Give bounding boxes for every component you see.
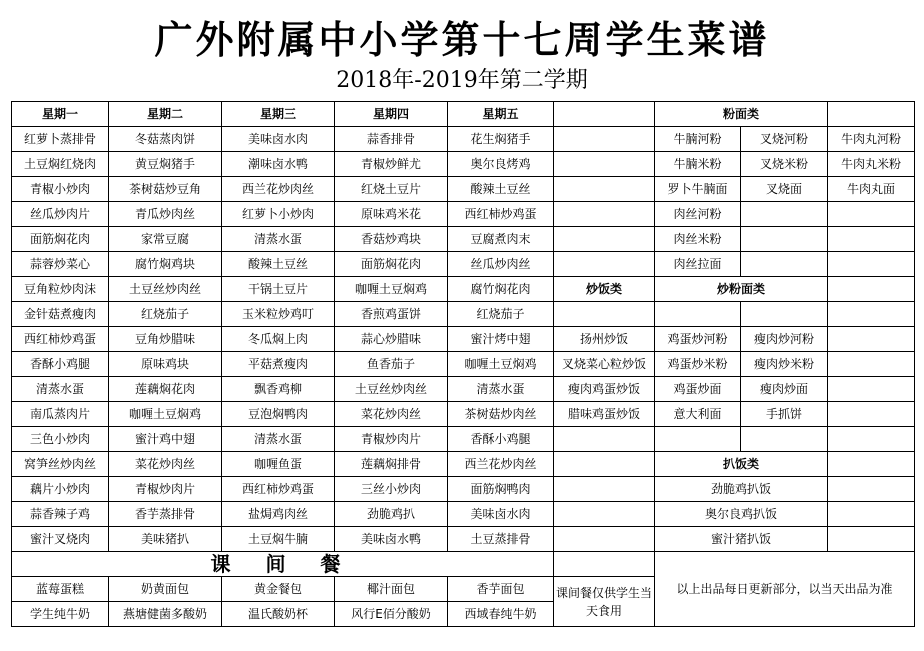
empty-cell <box>554 152 655 177</box>
table-row <box>12 252 915 277</box>
noodle-item: 牛腩米粉 <box>655 152 741 177</box>
dish-cell: 家常豆腐 <box>109 227 222 252</box>
dish-cell: 青瓜炒肉丝 <box>109 202 222 227</box>
dish-cell: 花生焖猪手 <box>448 127 554 152</box>
empty-cell <box>828 277 915 302</box>
table-row <box>12 277 915 302</box>
dish-cell: 香芋蒸排骨 <box>109 502 222 527</box>
dish-cell: 莲藕焖排骨 <box>335 452 448 477</box>
dish-cell: 蒜香辣子鸡 <box>12 502 109 527</box>
dish-cell: 鱼香茄子 <box>335 352 448 377</box>
empty-cell <box>828 377 915 402</box>
table-row <box>12 402 915 427</box>
fried-noodle-item: 瘦肉炒面 <box>741 377 828 402</box>
table-row <box>12 152 915 177</box>
dish-cell: 蜜汁鸡中翅 <box>109 427 222 452</box>
dish-cell: 红烧茄子 <box>109 302 222 327</box>
dish-cell: 红烧茄子 <box>448 302 554 327</box>
day-header: 星期四 <box>335 102 448 127</box>
dish-cell: 咖喱土豆焖鸡 <box>448 352 554 377</box>
dish-cell: 菜花炒肉丝 <box>335 402 448 427</box>
day-header: 星期一 <box>12 102 109 127</box>
dish-cell: 三色小炒肉 <box>12 427 109 452</box>
noodle-item <box>741 252 828 277</box>
dish-cell: 酸辣土豆丝 <box>448 177 554 202</box>
snack-item: 黄金餐包 <box>222 577 335 602</box>
empty-cell <box>828 427 915 452</box>
drink-item: 温氏酸奶杯 <box>222 602 335 627</box>
fried-noodle-item: 瘦肉炒河粉 <box>741 327 828 352</box>
dish-cell: 西红柿炒鸡蛋 <box>222 477 335 502</box>
dish-cell: 黄豆焖猪手 <box>109 152 222 177</box>
steak-rice-item: 奥尔良鸡扒饭 <box>655 502 828 527</box>
dish-cell: 丝瓜炒肉丝 <box>448 252 554 277</box>
noodle-item <box>828 227 915 252</box>
noodle-item <box>828 252 915 277</box>
dish-cell: 玉米粒炒鸡叮 <box>222 302 335 327</box>
empty-cell <box>828 527 915 552</box>
steak-rice-item: 蜜汁猪扒饭 <box>655 527 828 552</box>
dish-cell: 冬瓜焖上肉 <box>222 327 335 352</box>
table-row <box>12 227 915 252</box>
empty-cell <box>554 302 655 327</box>
empty-cell <box>554 502 655 527</box>
noodles-header: 粉面类 <box>655 102 828 127</box>
dish-cell: 面筋焖鸭肉 <box>448 477 554 502</box>
noodle-item: 罗卜牛腩面 <box>655 177 741 202</box>
dish-cell: 茶树菇炒肉丝 <box>448 402 554 427</box>
dish-cell: 丝瓜炒肉片 <box>12 202 109 227</box>
dish-cell: 香菇炒鸡块 <box>335 227 448 252</box>
dish-cell: 飘香鸡柳 <box>222 377 335 402</box>
dish-cell: 西红柿炒鸡蛋 <box>12 327 109 352</box>
empty-cell <box>554 102 655 127</box>
dish-cell: 腐竹焖花肉 <box>448 277 554 302</box>
dish-cell: 香酥小鸡腿 <box>12 352 109 377</box>
dish-cell: 青椒小炒肉 <box>12 177 109 202</box>
dish-cell: 咖喱土豆焖鸡 <box>109 402 222 427</box>
noodle-item: 牛腩河粉 <box>655 127 741 152</box>
dish-cell: 干锅土豆片 <box>222 277 335 302</box>
semester-subtitle: 2018年-2019年第二学期 <box>336 68 588 93</box>
dish-cell: 美味猪扒 <box>109 527 222 552</box>
steak-rice-header: 扒饭类 <box>655 452 828 477</box>
empty-cell <box>554 227 655 252</box>
drink-item: 风行E佰分酸奶 <box>335 602 448 627</box>
dish-cell: 蒜心炒腊味 <box>335 327 448 352</box>
snack-item: 奶黄面包 <box>109 577 222 602</box>
drink-item: 西域春纯牛奶 <box>448 602 554 627</box>
dish-cell: 西兰花炒肉丝 <box>448 452 554 477</box>
empty-cell <box>554 477 655 502</box>
fried-noodles-header: 炒粉面类 <box>655 277 828 302</box>
empty-cell <box>741 427 828 452</box>
drink-item: 学生纯牛奶 <box>12 602 109 627</box>
fried-noodle-item: 意大利面 <box>655 402 741 427</box>
dish-cell: 红萝卜蒸排骨 <box>12 127 109 152</box>
fried-noodle-item: 鸡蛋炒面 <box>655 377 741 402</box>
dish-cell: 劲脆鸡扒 <box>335 502 448 527</box>
dish-cell: 西红柿炒鸡蛋 <box>448 202 554 227</box>
empty-cell <box>655 302 741 327</box>
dish-cell: 窝笋丝炒肉丝 <box>12 452 109 477</box>
dish-cell: 盐焗鸡肉丝 <box>222 502 335 527</box>
fried-rice-item: 瘦肉鸡蛋炒饭 <box>554 377 655 402</box>
dish-cell: 美味卤水鸭 <box>335 527 448 552</box>
empty-cell <box>828 477 915 502</box>
empty-cell <box>828 452 915 477</box>
noodle-item: 叉烧面 <box>741 177 828 202</box>
table-row <box>12 127 915 152</box>
day-header: 星期二 <box>109 102 222 127</box>
dish-cell: 蒜香排骨 <box>335 127 448 152</box>
dish-cell: 红烧土豆片 <box>335 177 448 202</box>
dish-cell: 青椒炒肉片 <box>335 427 448 452</box>
fried-rice-header: 炒饭类 <box>554 277 655 302</box>
dish-cell: 腐竹焖鸡块 <box>109 252 222 277</box>
empty-cell <box>741 302 828 327</box>
dish-cell: 面筋焖花肉 <box>335 252 448 277</box>
dish-cell: 面筋焖花肉 <box>12 227 109 252</box>
dish-cell: 蒜蓉炒菜心 <box>12 252 109 277</box>
empty-cell <box>554 127 655 152</box>
table-row <box>12 302 915 327</box>
table-row <box>12 177 915 202</box>
table-row <box>12 452 915 477</box>
dish-cell: 清蒸水蛋 <box>12 377 109 402</box>
empty-cell <box>655 427 741 452</box>
dish-cell: 土豆丝炒肉丝 <box>335 377 448 402</box>
dish-cell: 潮味卤水鸭 <box>222 152 335 177</box>
break-meal-note: 课间餐仅供学生当天食用 <box>554 577 655 627</box>
table-row <box>12 502 915 527</box>
empty-cell <box>554 177 655 202</box>
table-row <box>12 102 915 127</box>
noodle-item <box>741 202 828 227</box>
fried-noodle-item: 手抓饼 <box>741 402 828 427</box>
day-header: 星期三 <box>222 102 335 127</box>
dish-cell: 红萝卜小炒肉 <box>222 202 335 227</box>
empty-cell <box>828 352 915 377</box>
noodle-item: 肉丝拉面 <box>655 252 741 277</box>
empty-cell <box>828 327 915 352</box>
empty-cell <box>554 252 655 277</box>
steak-rice-item: 劲脆鸡扒饭 <box>655 477 828 502</box>
dish-cell: 金针菇煮瘦肉 <box>12 302 109 327</box>
noodle-item: 叉烧河粉 <box>741 127 828 152</box>
table-row <box>12 202 915 227</box>
dish-cell: 豆角炒腊味 <box>109 327 222 352</box>
noodle-item: 牛肉丸面 <box>828 177 915 202</box>
table-row <box>12 552 915 577</box>
noodle-item: 肉丝河粉 <box>655 202 741 227</box>
fried-noodle-item: 鸡蛋炒米粉 <box>655 352 741 377</box>
dish-cell: 原味鸡米花 <box>335 202 448 227</box>
dish-cell: 豆泡焖鸭肉 <box>222 402 335 427</box>
empty-cell <box>554 427 655 452</box>
dish-cell: 香酥小鸡腿 <box>448 427 554 452</box>
fried-noodle-item: 鸡蛋炒河粉 <box>655 327 741 352</box>
noodle-item: 牛肉丸河粉 <box>828 127 915 152</box>
weekly-menu-table <box>11 101 915 627</box>
noodle-item: 肉丝米粉 <box>655 227 741 252</box>
fried-rice-item: 叉烧菜心粒炒饭 <box>554 352 655 377</box>
empty-cell <box>828 402 915 427</box>
dish-cell: 酸辣土豆丝 <box>222 252 335 277</box>
snack-item: 蓝莓蛋糕 <box>12 577 109 602</box>
noodle-item <box>741 227 828 252</box>
dish-cell: 三丝小炒肉 <box>335 477 448 502</box>
dish-cell: 土豆焖牛腩 <box>222 527 335 552</box>
fried-rice-item: 扬州炒饭 <box>554 327 655 352</box>
dish-cell: 冬菇蒸肉饼 <box>109 127 222 152</box>
table-row <box>12 477 915 502</box>
dish-cell: 清蒸水蛋 <box>222 427 335 452</box>
noodle-item: 牛肉丸米粉 <box>828 152 915 177</box>
empty-cell <box>554 527 655 552</box>
dish-cell: 豆角粒炒肉沫 <box>12 277 109 302</box>
dish-cell: 茶树菇炒豆角 <box>109 177 222 202</box>
dish-cell: 美味卤水肉 <box>448 502 554 527</box>
fried-noodle-item: 瘦肉炒米粉 <box>741 352 828 377</box>
fried-rice-item: 腊味鸡蛋炒饭 <box>554 402 655 427</box>
day-header: 星期五 <box>448 102 554 127</box>
dish-cell: 平菇煮瘦肉 <box>222 352 335 377</box>
empty-cell <box>554 452 655 477</box>
noodle-item: 叉烧米粉 <box>741 152 828 177</box>
table-row <box>12 327 915 352</box>
menu-title: 广外附属中小学第十七周学生菜谱 <box>154 17 770 62</box>
empty-cell <box>828 302 915 327</box>
dish-cell: 香煎鸡蛋饼 <box>335 302 448 327</box>
empty-cell <box>554 202 655 227</box>
drink-item: 燕塘健菌多酸奶 <box>109 602 222 627</box>
empty-cell <box>828 502 915 527</box>
snack-item: 香芋面包 <box>448 577 554 602</box>
dish-cell: 奥尔良烤鸡 <box>448 152 554 177</box>
footnote: 以上出品每日更新部分，以当天出品为准 <box>655 552 915 627</box>
dish-cell: 清蒸水蛋 <box>448 377 554 402</box>
table-row <box>12 352 915 377</box>
dish-cell: 土豆焖红烧肉 <box>12 152 109 177</box>
empty-cell <box>554 552 655 577</box>
dish-cell: 原味鸡块 <box>109 352 222 377</box>
dish-cell: 青椒炒鲜尤 <box>335 152 448 177</box>
dish-cell: 咖喱鱼蛋 <box>222 452 335 477</box>
dish-cell: 咖喱土豆焖鸡 <box>335 277 448 302</box>
dish-cell: 土豆蒸排骨 <box>448 527 554 552</box>
dish-cell: 西兰花炒肉丝 <box>222 177 335 202</box>
dish-cell: 清蒸水蛋 <box>222 227 335 252</box>
dish-cell: 菜花炒肉丝 <box>109 452 222 477</box>
table-row <box>12 377 915 402</box>
empty-cell <box>828 102 915 127</box>
dish-cell: 蜜汁烤中翅 <box>448 327 554 352</box>
table-row <box>12 527 915 552</box>
noodle-item <box>828 202 915 227</box>
dish-cell: 莲藕焖花肉 <box>109 377 222 402</box>
break-meal-header: 课 间 餐 <box>12 552 554 577</box>
dish-cell: 土豆丝炒肉丝 <box>109 277 222 302</box>
dish-cell: 南瓜蒸肉片 <box>12 402 109 427</box>
dish-cell: 豆腐煮肉末 <box>448 227 554 252</box>
snack-item: 椰汁面包 <box>335 577 448 602</box>
dish-cell: 蜜汁叉烧肉 <box>12 527 109 552</box>
dish-cell: 藕片小炒肉 <box>12 477 109 502</box>
table-row <box>12 427 915 452</box>
dish-cell: 青椒炒肉片 <box>109 477 222 502</box>
dish-cell: 美味卤水肉 <box>222 127 335 152</box>
